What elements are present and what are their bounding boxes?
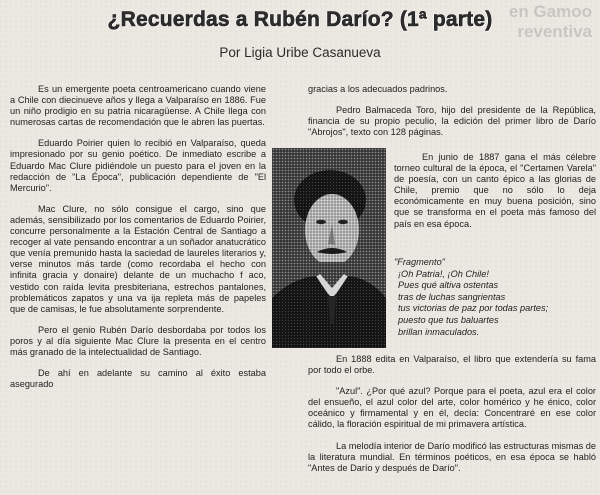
portrait-photo — [272, 148, 386, 348]
paragraph: Pero el genio Rubén Darío desbordaba por todos los poros y al día siguiente Mac Clure la presenta en el centro más granado de la intelectualidad de Santiago. — [10, 324, 266, 357]
left-column — [10, 84, 266, 400]
bleed-line-1: en Gamoo — [508, 2, 592, 21]
poem-line: puesto que tus baluartes — [398, 314, 499, 325]
paragraph: De ahí en adelante su camino al éxito estaba asegurado — [10, 368, 266, 390]
bleed-line-2: reventiva — [517, 22, 592, 41]
portrait-photo-icon — [272, 148, 386, 348]
poem-line: tras de luchas sangrientas — [398, 291, 506, 302]
paragraph: gracias a los adecuados padrinos. — [308, 84, 448, 94]
poem-line: Pues qué altiva ostentas — [398, 280, 499, 291]
poem-line: brillan inmaculados. — [398, 326, 480, 337]
poem-line: ¡Oh Patria!, ¡Oh Chile! — [398, 268, 489, 279]
paragraph: Pedro Balmaceda Toro, hijo del presidente de la República, financia de su propio peculio, la edición del primer libro de Darío "Abrojos", texto con 128 páginas. — [308, 105, 596, 138]
right-column-middle — [394, 152, 596, 240]
right-column-bottom — [308, 354, 596, 484]
paragraph: "Azul". ¿Por qué azul? Porque para el poeta, azul era el color del ensueño, el azul color del arte, color homérico y he énico, color oceánico y firmamental y en él, decía: Concentraré en ese color cálido, la floración espiritual de mi primavera artística. — [308, 386, 596, 430]
paragraph: En junio de 1887 gana el más célebre torneo cultural de la época, el "Certamen Varela" de poesía, con un canto épico a las glorias de Chile, premio que no sólo lo deja económicamente en muy buena posición, sino que se transforma en el poeta más famoso del país en esa época. — [394, 152, 596, 229]
paragraph: En 1888 edita en Valparaíso, el libro que extendería su fama por todo el orbe. — [308, 354, 596, 376]
paragraph: Es un emergente poeta centroamericano cuando viene a Chile con diecinueve años y llega a Valparaíso en 1886. Fue un niño prodigio en su patria nicaragüense. A Chile llega con numerosas cartas de recomendación que le abren las puertas. — [10, 84, 266, 128]
poem-title: "Fragmento" — [394, 257, 445, 267]
paragraph: Eduardo Poirier quien lo recibió en Valparaíso, queda impresionado por su genio poético. De inmediato escribe a Eduardo Mac Clure pidiéndole un puesto para el joven en la redacción de "La Época", publicación dependiente de "El Mercurio". — [10, 138, 266, 193]
right-column-top — [308, 84, 596, 148]
article-title: ¿Recuerdas a Rubén Darío? (1ª parte) — [107, 8, 493, 31]
article-byline: Por Ligia Uribe Casanueva — [219, 45, 381, 60]
poem-line: tus victorias de paz por todas partes; — [398, 303, 549, 314]
paragraph: La melodía interior de Darío modificó las estructuras mismas de la literatura mundial. En términos poéticos, en esa época se habló "Antes de Darío y después de Darío". — [308, 440, 596, 473]
poem-fragment — [394, 257, 594, 338]
paragraph: Mac Clure, no sólo consigue el cargo, sino que además, sensibilizado por los comentarios de Eduardo Poirier, concurre personalmente a la Estación Central de Santiago a recoger al vate pensando encontrar a un soñador anatucrático que venía premunido hasta la saciedad de laureles literarios y, verse minutos más tarde (como recordaba el hecho con infinita gracia y donaire) delante de un muchacho f aco, vestido con raída levita presbiteriana, estrechos pantalones, problemáticos zapatos y una va ija repleta más de papeles que de camisas, le fue absolutamente sorprendente. — [10, 203, 266, 314]
